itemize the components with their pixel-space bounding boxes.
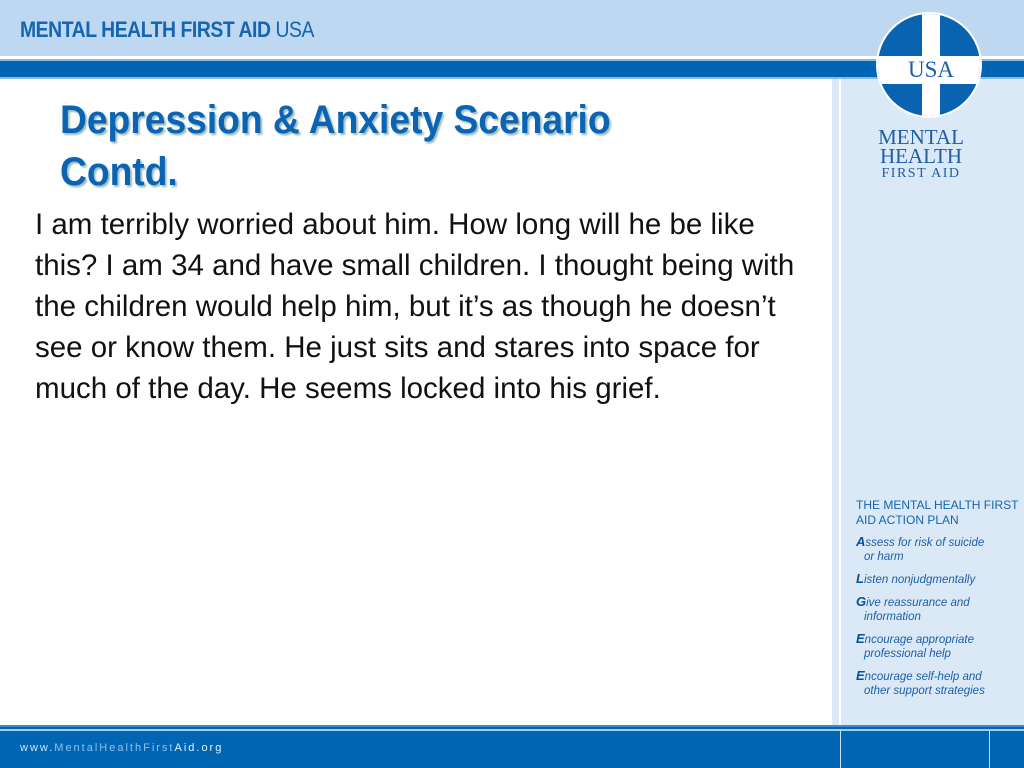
item-text: isten nonjudgmentally [863, 574, 976, 586]
action-plan-item [856, 535, 1021, 564]
url-suffix: Aid.org [174, 742, 224, 754]
item-text: ssess for risk of suicide [865, 537, 985, 549]
action-plan-item [856, 632, 1021, 661]
url-prefix: www. [20, 742, 55, 754]
footer-divider [840, 731, 841, 768]
item-key: G [856, 594, 867, 609]
header-band [0, 0, 1024, 56]
logo-wordmark [856, 125, 986, 182]
action-plan [856, 498, 1021, 706]
item-text-cont: other support strategies [864, 685, 985, 697]
item-text-cont: information [864, 611, 921, 623]
slide-title: Depression & Anxiety Scenario Contd. [60, 98, 611, 194]
item-key: A [856, 534, 866, 549]
logo-line: HEALTH [879, 144, 963, 168]
logo-line: MENTAL [878, 125, 964, 149]
footer-divider [989, 731, 990, 768]
cross-logo-icon [876, 12, 982, 118]
logo-badge: USA [907, 57, 954, 82]
item-key: E [856, 631, 865, 646]
item-text: ncourage self-help and [864, 671, 982, 683]
logo-line: FIRST AID [881, 166, 961, 181]
header-title [20, 17, 314, 43]
item-key: L [856, 571, 864, 586]
url-main: MentalHealthFirst [54, 742, 175, 754]
footer-url[interactable] [20, 742, 223, 754]
action-plan-item [856, 572, 1021, 587]
item-text: ncourage appropriate [864, 634, 975, 646]
header-stripe [0, 59, 1024, 79]
item-text: ive reassurance and [866, 597, 970, 609]
header-country: USA [275, 17, 314, 42]
divider [839, 79, 841, 768]
item-key: E [856, 668, 865, 683]
header-org: MENTAL HEALTH FIRST AID [20, 17, 271, 42]
footer-stripe [0, 729, 1024, 731]
action-plan-heading: THE MENTAL HEALTH FIRST AID ACTION PLAN [856, 498, 1019, 527]
item-text-cont: or harm [864, 551, 904, 563]
action-plan-item [856, 595, 1021, 624]
action-plan-item [856, 669, 1021, 698]
slide-body: I am terribly worried about him. How long will he be like this? I am 34 and have small children. I thought being with the children would help him, but it’s as though he doesn’t see or know them. He just sits and stares into space for much of the day. He seems locked into his grief. [35, 208, 795, 405]
item-text-cont: professional help [864, 648, 951, 660]
